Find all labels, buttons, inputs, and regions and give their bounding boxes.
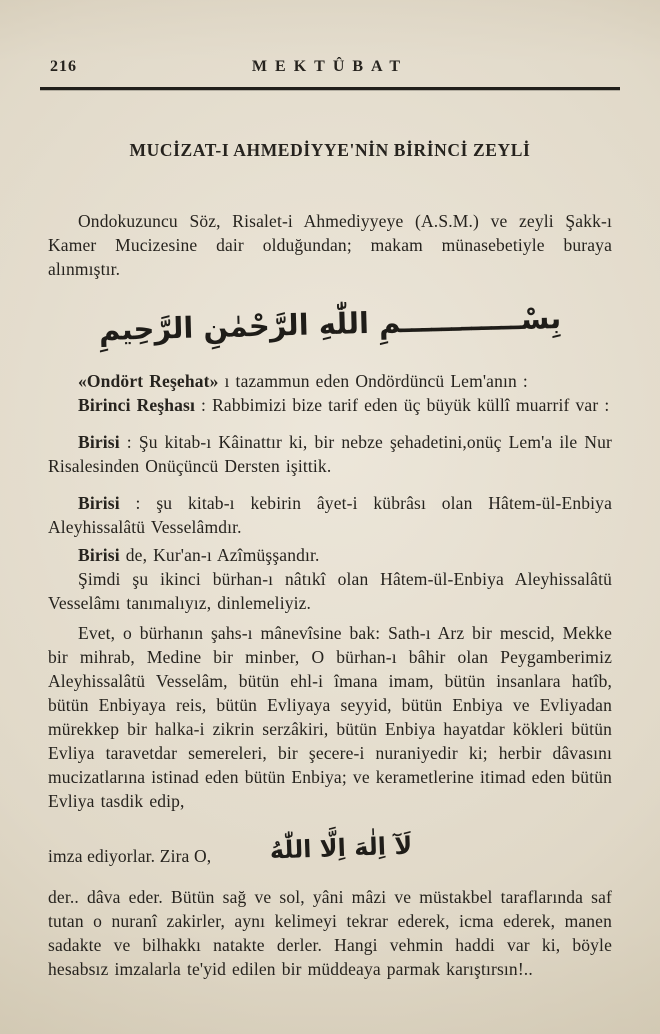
paragraph-ondort-resehat: «Ondört Reşehat» ı tazammun eden Ondördüncü Lem'anın : [78, 371, 528, 391]
imza-row [48, 827, 612, 873]
header-rule [40, 87, 620, 90]
paragraph-birisi-kuran: Birisi de, Kur'an-ı Azîmüşşandır. [78, 545, 320, 565]
paragraph-evet: Evet, o bürhanın şahs-ı mânevîsine bak: Sath-ı Arz bir mescid, Mekke bir mihrab, Medine bir minber, O bürhan-ı bâhir olan Peygamberimiz Aleyhissalâtü Vesselâm, bütün ehl-i îmana imam, bütün insanlara hatîb, bütün Enbiyaya reis, bütün Evliyaya seyyid, bütün Enbiya ve Evliyadan mürekkep bir halka-i zikrin serzâkiri, bütün Enbiya hayatdar kökleri bütün Evliya taravetdar semereleri, bir şecere-i nuraniyedir ki; herbir dâvasını mucizatlarına istinad eden bütün Enbiya; ve kerametlerine itimad eden bütün Evliya tasdik edip, [48, 623, 612, 811]
paragraph-intro: Ondokuzuncu Söz, Risalet-i Ahmediyyeye (A.S.M.) ve zeyli Şakk-ı Kamer Mucizesine dair olduğundan; makam münasebetiyle buraya alınmıştır. [48, 211, 612, 279]
section-heading: MUCİZAT-I AHMEDİYYE'NİN BİRİNCİ ZEYLİ [129, 140, 531, 160]
bismillah-calligraphy: بِسْــــــــــــمِ اللّٰهِ الرَّحْمٰنِ الرَّحِيمِ [98, 300, 562, 348]
paragraph-birisi-kainat: Birisi : Şu kitab-ı Kâinattır ki, bir nebze şehadetini,onüç Lem'a ile Nur Risalesinden Onüçüncü Dersten işittik. [48, 432, 612, 476]
paragraph-simdi: Şimdi şu ikinci bürhan-ı nâtıkî olan Hâtem-ül-Enbiya Aleyhissalâtü Vesselâmı tanımalıyız, dinlemeliyiz. [48, 569, 612, 613]
book-title: MEKTÛBAT [251, 58, 409, 75]
page-number: 216 [50, 58, 77, 75]
page-header [48, 58, 612, 78]
imza-text: imza ediyorlar. Zira O, [48, 846, 212, 866]
paragraph-closing: der.. dâva eder. Bütün sağ ve sol, yâni mâzi ve müstakbel taraflarında saf tutan o nuranî zakirler, aynı kelimeyi tekrar ederek, icma ederek, manen sadakte ve bilhakkı natakte derler. Hangi vehmin haddi var ki, böyle hesabsız imzalarla te'yid edilen bir müddeaya parmak karıştırsın!.. [48, 887, 612, 979]
paragraph-birisi-kebir: Birisi : şu kitab-ı kebirin âyet-i kübrâsı olan Hâtem-ül-Enbiya Aleyhissalâtü Vesselâmdır. [48, 493, 612, 537]
tevhid-calligraphy: لَآ اِلٰهَ اِلَّا اللّٰهُ [269, 831, 413, 865]
paragraph-birinci-reshasi: Birinci Reşhası : Rabbimizi bize tarif eden üç büyük küllî muarrif var : [78, 395, 610, 415]
